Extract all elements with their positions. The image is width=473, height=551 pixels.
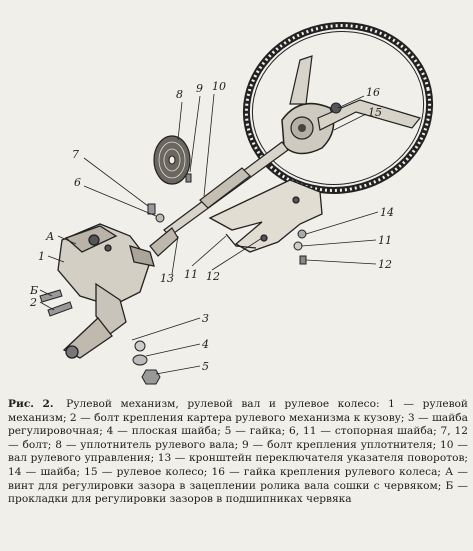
callout-1: 1 — [38, 250, 45, 263]
callout-3: 3 — [202, 312, 209, 325]
lower-small-parts — [133, 341, 160, 384]
callout-labels — [29, 80, 394, 373]
shaft-seal — [154, 136, 190, 184]
callout-14: 14 — [380, 206, 394, 219]
bolt-and-washer — [148, 204, 164, 222]
callout-A: А — [46, 230, 55, 243]
callout-8: 8 — [176, 88, 183, 101]
caption-label: Рис. — [8, 398, 34, 410]
callout-6: 6 — [74, 176, 81, 189]
steering-gear-housing — [58, 224, 154, 334]
caption-text: Рулевой механизм, рулевой вал и рулевое колесо: 1 — рулевой механизм; 2 — болт крепления картера рулевого механизма к кузову; 3 — шайба регулировочная; 4 — плоская шайба; 5 — гайка; 6, 11 — стопорная шайба; 7, 12 — болт; 8 — уплотнитель рулевого вала; 9 — болт крепления уплотнителя; 10 — вал рулевого управления; 13 — кронштейн переключателя указателя поворотов; 14 — шайба; 15 — рулевое колесо; 16 — гайка крепления рулевого колеса; А — винт для регулировки зазора в зацеплении ролика вала сошки с червяком; Б — прокладки для регулировки зазоров в подшипниках червяка — [8, 398, 468, 506]
callout-12-left: 12 — [206, 270, 220, 283]
caption-number: 2. — [42, 398, 54, 410]
housing-bolts — [40, 290, 72, 316]
callout-5: 5 — [202, 360, 209, 373]
callout-B: Б — [30, 284, 39, 297]
callout-7: 7 — [72, 148, 79, 161]
callout-15: 15 — [368, 106, 382, 119]
callout-9: 9 — [196, 82, 203, 95]
seal-bolt — [186, 174, 191, 182]
callout-11-right: 11 — [378, 234, 392, 247]
figure-caption — [8, 398, 468, 507]
callout-13: 13 — [160, 272, 174, 285]
right-small-parts — [294, 230, 306, 264]
callout-2: 2 — [30, 296, 37, 309]
callout-12-right: 12 — [378, 258, 392, 271]
callout-16: 16 — [366, 86, 380, 99]
callout-11-left: 11 — [184, 268, 198, 281]
callout-10: 10 — [212, 80, 226, 93]
callout-4: 4 — [202, 338, 209, 351]
steering-wheel-hub — [282, 56, 420, 154]
